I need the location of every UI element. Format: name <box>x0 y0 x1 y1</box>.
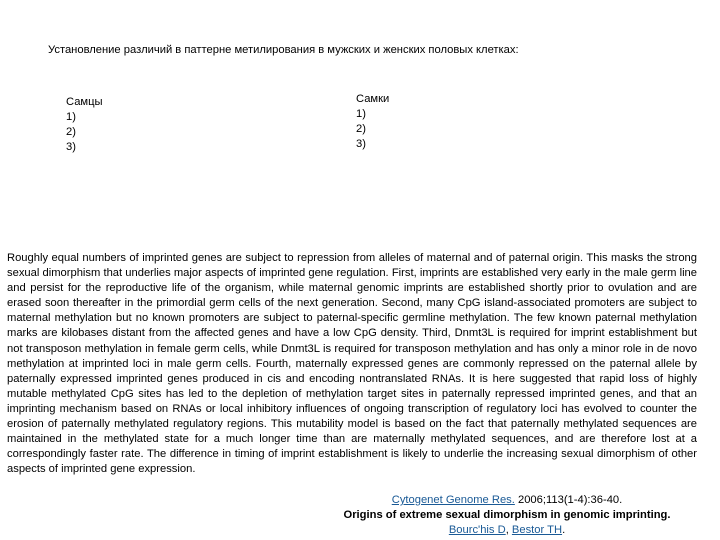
males-label: Самцы <box>66 96 103 108</box>
males-item-2: 2) <box>66 126 76 138</box>
citation <box>300 493 714 538</box>
authors-end: . <box>562 524 566 536</box>
males-item-1: 1) <box>66 111 76 123</box>
author-link-2[interactable]: Bestor TH <box>511 524 563 536</box>
females-item-2: 2) <box>356 123 366 135</box>
females-label: Самки <box>356 93 390 105</box>
author-separator: , <box>505 524 512 536</box>
journal-link[interactable]: Cytogenet Genome Res. <box>391 494 515 506</box>
slide-title: Установление различий в паттерне метилирования в мужских и женских половых клетках: <box>48 44 519 56</box>
abstract-paragraph: Roughly equal numbers of imprinted genes are subject to repression from alleles of maternal and of paternal origin. This masks the strong sexual dimorphism that underlies major aspects of imprinted gene regulation. First, imprints are established very early in the male germ line and persist for the reproductive life of the organism, while maternal genomic imprints are established shortly prior to ovulation and are erased soon thereafter in the primordial germ cells of the next generation. Second, many CpG island-associated promoters are subject to maternal methylation but no known promoters are subject to paternal-specific germline methylation. The few known paternal methylation marks are kilobases distant from the affected genes and have a low CpG density. Third, Dnmt3L is required for imprint establishment but not transposon methylation in female germ cells, while Dnmt3L is required for transposon methylation and has only a minor role in de novo methylation at imprinted loci in male germ cells. Fourth, maternally expressed genes are commonly repressed on the paternal allele by paternally expressed imprinted genes produced in cis and encoding nontranslated RNAs. It is here suggested that rapid loss of highly mutable methylated CpG sites has led to the depletion of methylation target sites in paternally repressed imprinted genes, and that an imprinting mechanism based on RNAs or local inhibitory influences of ongoing transcription of regulatory loci has evolved to counter the erosion of paternally methylated regulatory regions. This mutability model is based on the fact that paternally methylated sequences are maintained in the methylated state for a much longer time than are maternally methylated sequences, and are therefore lost at a correspondingly faster rate. The difference in timing of imprint establishment is likely to underlie the increasing sexual dimorphism of other aspects of imprinted gene expression. <box>7 252 697 476</box>
females-item-1: 1) <box>356 108 366 120</box>
citation-details: 2006;113(1-4):36-40. <box>514 494 623 506</box>
citation-source-line <box>300 493 714 508</box>
females-column <box>356 92 389 152</box>
males-item-3: 3) <box>66 141 76 153</box>
males-column <box>66 95 103 155</box>
article-title: Origins of extreme sexual dimorphism in genomic imprinting. <box>343 509 671 521</box>
females-item-3: 3) <box>356 138 366 150</box>
author-link-1[interactable]: Bourc'his D <box>448 524 506 536</box>
authors-line <box>300 523 714 538</box>
